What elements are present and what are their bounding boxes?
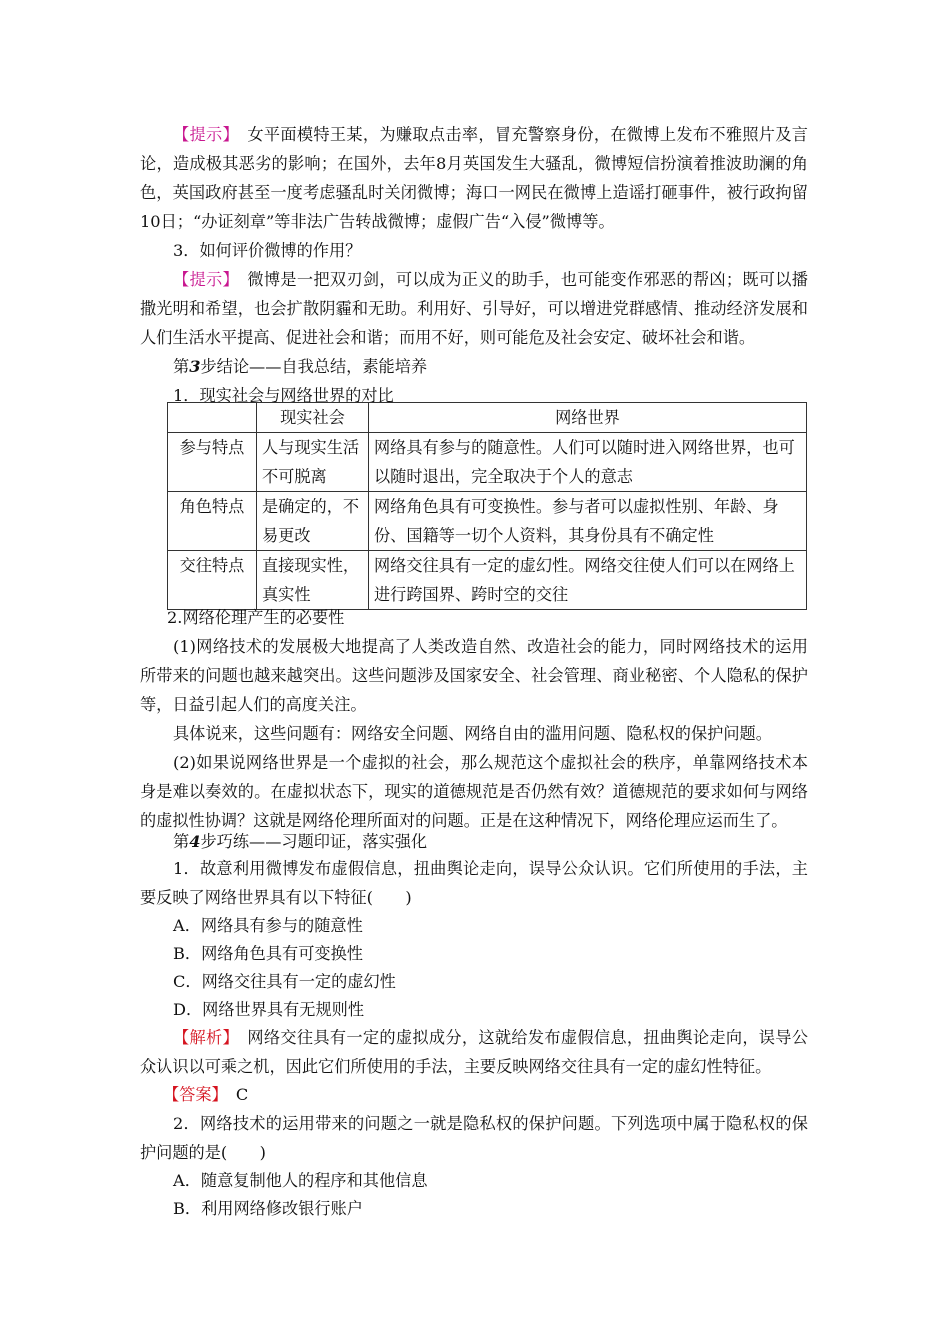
hint-tag: 【提示】 <box>173 270 231 289</box>
section-2-title: 2.网络伦理产生的必要性 <box>167 608 345 627</box>
table-header-cell: 现实社会 <box>257 403 369 433</box>
hint-text: 微博是一把双刃剑，可以成为正义的助手，也可能变作邪恶的帮凶；既可以播撒光明和希望，也会扩散阴霾和无助。利用好、引导好，可以增进党群感情、推动经济发展和人们生活水平提高、促进社会和谐；而用不好，则可能危及社会安定、破坏社会和谐。 <box>140 270 808 347</box>
exercise-1-option-d: D．网络世界具有无规则性 <box>173 1000 365 1019</box>
hint-paragraph-2 <box>140 265 808 352</box>
exercise-2-option-b: B．利用网络修改银行账户 <box>173 1199 363 1218</box>
question-3: 3．如何评价微博的作用？ <box>173 241 362 260</box>
table-cell-net: 网络交往具有一定的虚幻性。网络交往使人们可以在网络上进行跨国界、跨时空的交往 <box>369 551 807 610</box>
section-2-paragraph-2: 具体说来，这些问题有：网络安全问题、网络自由的滥用问题、隐私权的保护问题。 <box>173 724 772 743</box>
step-4-heading: 第4步巧练——习题印证，落实强化 <box>173 832 428 851</box>
analysis-text: 网络交往具有一定的虚拟成分，这就给发布虚假信息，扭曲舆论走向，误导公众认识以可乘之机，因此它们所使用的手法，主要反映网络交往具有一定的虚幻性特征。 <box>140 1028 808 1076</box>
exercise-1-option-c: C．网络交往具有一定的虚幻性 <box>173 972 396 991</box>
exercise-1-analysis <box>140 1023 808 1081</box>
table-header-cell: 网络世界 <box>369 403 807 433</box>
table-cell-real: 人与现实生活不可脱离 <box>257 433 369 492</box>
answer-tag: 【答案】 <box>163 1085 220 1104</box>
section-1-title: 1．现实社会与网络世界的对比 <box>173 386 394 405</box>
table-cell-net: 网络角色具有可变换性。参与者可以虚拟性别、年龄、身份、国籍等一切个人资料，其身份具有不确定性 <box>369 492 807 551</box>
exercise-1-option-b: B．网络角色具有可变换性 <box>173 944 363 963</box>
section-2-paragraph-3: (2)如果说网络世界是一个虚拟的社会，那么规范这个虚拟社会的秩序，单靠网络技术本身是难以奏效的。在虚拟状态下，现实的道德规范是否仍然有效？道德规范的要求如何与网络的虚拟性协调？这就是网络伦理所面对的问题。正是在这种情况下，网络伦理应运而生了。 <box>140 753 808 830</box>
table-cell-real: 直接现实性，真实性 <box>257 551 369 610</box>
table-row-label: 参与特点 <box>168 433 257 492</box>
table-header-row <box>168 403 807 433</box>
exercise-1-question: 1．故意利用微博发布虚假信息，扭曲舆论走向，误导公众认识。它们所使用的手法，主要反映了网络世界具有以下特征( ) <box>140 859 808 907</box>
table-cell-real: 是确定的，不易更改 <box>257 492 369 551</box>
table-header-cell <box>168 403 257 433</box>
table-cell-net: 网络具有参与的随意性。人们可以随时进入网络世界，也可以随时退出，完全取决于个人的意志 <box>369 433 807 492</box>
exercise-2-question: 2．网络技术的运用带来的问题之一就是隐私权的保护问题。下列选项中属于隐私权的保护问题的是( ) <box>140 1114 808 1162</box>
table-row-label: 交往特点 <box>168 551 257 610</box>
hint-text: 女平面模特王某，为赚取点击率，冒充警察身份，在微博上发布不雅照片及言论，造成极其恶劣的影响；在国外，去年8月英国发生大骚乱，微博短信扮演着推波助澜的角色，英国政府甚至一度考虑骚乱时关闭微博；海口一网民在微博上造谣打砸事件，被行政拘留10日；“办证刻章”等非法广告转战微博；虚假广告“入侵”微博等。 <box>140 125 808 231</box>
table-row-label: 角色特点 <box>168 492 257 551</box>
table-row <box>168 551 807 610</box>
exercise-1-answer <box>163 1080 248 1109</box>
answer-text: C <box>235 1085 249 1104</box>
table-row <box>168 492 807 551</box>
exercise-2-option-a: A．随意复制他人的程序和其他信息 <box>173 1171 428 1190</box>
hint-paragraph-1 <box>140 120 808 236</box>
hint-tag: 【提示】 <box>173 125 231 144</box>
table-row <box>168 433 807 492</box>
step-3-heading: 第3步结论——自我总结，素能培养 <box>173 357 428 376</box>
analysis-tag: 【解析】 <box>173 1028 231 1047</box>
exercise-1-option-a: A．网络具有参与的随意性 <box>173 916 363 935</box>
comparison-table <box>167 402 807 610</box>
section-2-paragraph-1: (1)网络技术的发展极大地提高了人类改造自然、改造社会的能力，同时网络技术的运用所带来的问题也越来越突出。这些问题涉及国家安全、社会管理、商业秘密、个人隐私的保护等，日益引起人们的高度关注。 <box>140 637 808 714</box>
